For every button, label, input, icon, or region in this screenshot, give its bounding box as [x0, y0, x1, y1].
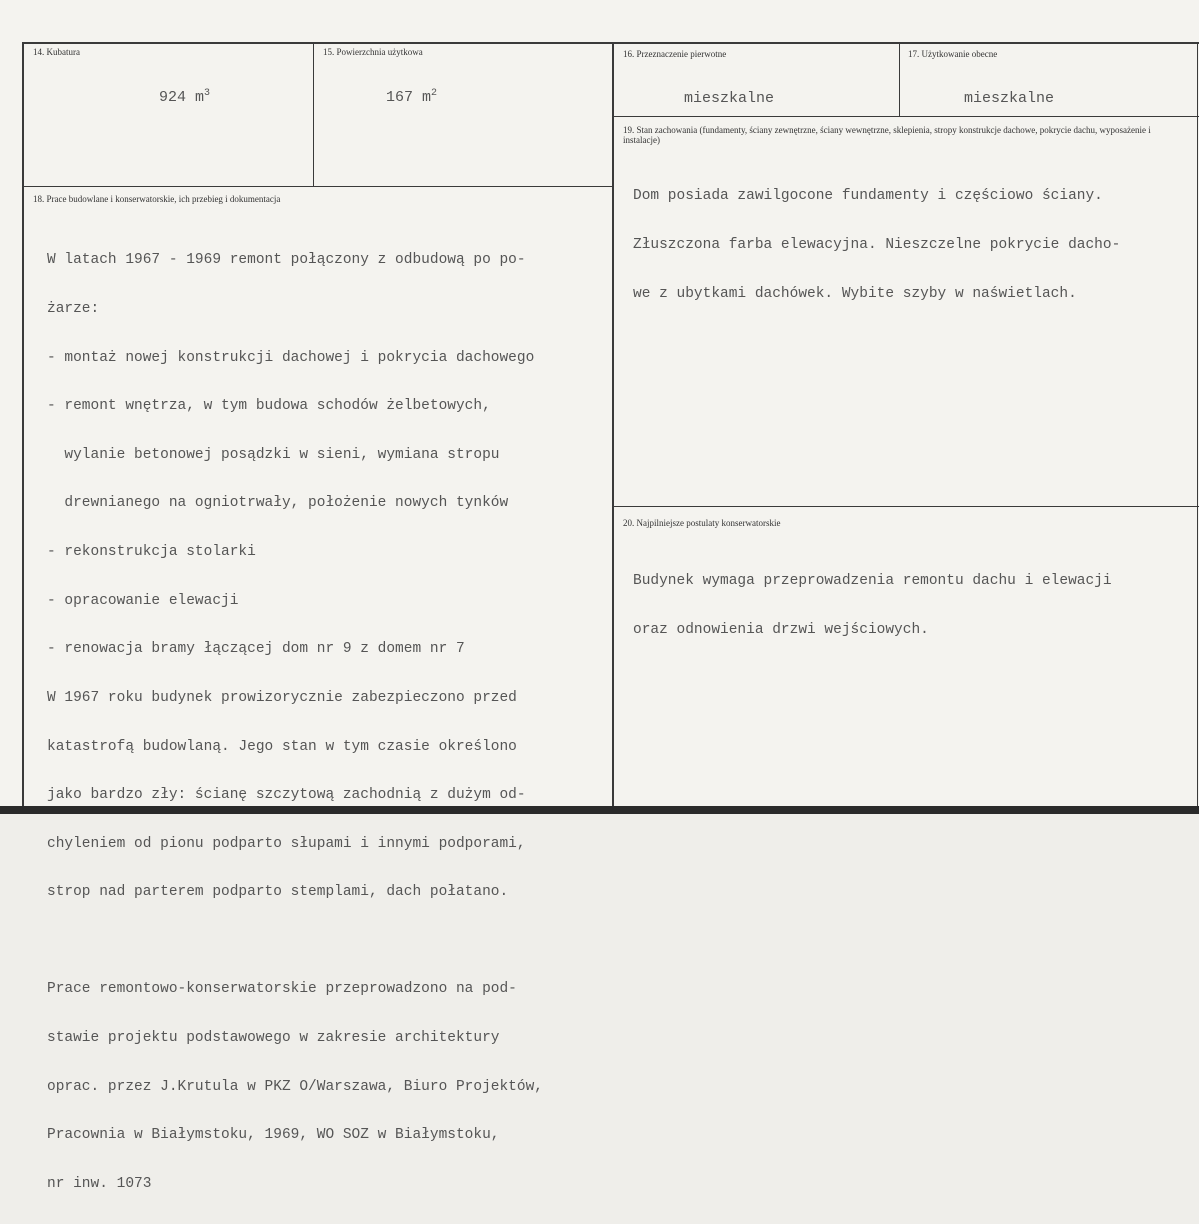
field-18-line: W latach 1967 - 1969 remont połączony z odbudową po po- — [47, 252, 526, 269]
row-divider-16-19 — [613, 116, 1199, 117]
field-14-label: 14. Kubatura — [33, 47, 80, 57]
field-19-line: Dom posiada zawilgocone fundamenty i częściowo ściany. — [633, 188, 1103, 205]
field-14-exponent: 3 — [204, 88, 211, 99]
field-18-line: katastrofą budowlaną. Jego stan w tym czasie określono — [47, 738, 517, 755]
divider-16-17 — [899, 42, 900, 116]
top-border — [22, 42, 1199, 44]
divider-14-15 — [313, 42, 314, 186]
field-18-line: Prace remontowo-konserwatorskie przeprowadzono na pod- — [47, 981, 517, 998]
field-18-text — [47, 220, 543, 1224]
field-15-value — [386, 88, 437, 106]
field-18-line: oprac. przez J.Krutula w PKZ O/Warszawa, Biuro Projektów, — [47, 1078, 543, 1095]
field-19-label: 19. Stan zachowania (fundamenty, ściany zewnętrzne, ściany wewnętrzne, sklepienia, stropy konstrukcje dachowe, pokrycie dachu, wyposażenie i instalacje) — [623, 125, 1151, 145]
field-18-line — [47, 933, 543, 949]
field-15-exponent: 2 — [431, 88, 438, 99]
field-18-line: stawie projektu podstawowego w zakresie architektury — [47, 1029, 500, 1046]
field-19-line: we z ubytkami dachówek. Wybite szyby w naświetlach. — [633, 285, 1077, 302]
field-15-label: 15. Powierzchnia użytkowa — [323, 47, 423, 57]
field-20-line: oraz odnowienia drzwi wejściowych. — [633, 622, 929, 639]
field-18-line: nr inw. 1073 — [47, 1175, 152, 1192]
field-19-line: Złuszczona farba elewacyjna. Nieszczelne pokrycie dacho- — [633, 237, 1121, 254]
left-border — [22, 42, 24, 806]
field-18-line: wylanie betonowej posądzki w sieni, wymiana stropu — [47, 446, 500, 463]
field-18-line: żarze: — [47, 301, 100, 318]
field-18-line: W 1967 roku budynek prowizorycznie zabezpieczono przed — [47, 689, 517, 706]
field-20-line: Budynek wymaga przeprowadzenia remontu dachu i elewacji — [633, 573, 1112, 590]
field-17-label: 17. Użytkowanie obecne — [908, 49, 998, 59]
field-18-line: - renowacja bramy łączącej dom nr 9 z domem nr 7 — [47, 641, 465, 658]
field-18-line: - opracowanie elewacji — [47, 592, 239, 609]
field-15-number: 167 m — [386, 89, 432, 106]
field-14-value — [159, 88, 210, 106]
field-18-line: Pracownia w Białymstoku, 1969, WO SOZ w Białymstoku, — [47, 1127, 500, 1144]
field-18-line: strop nad parterem podparto stemplami, dach połatano. — [47, 884, 509, 901]
field-18-line: - remont wnętrza, w tym budowa schodów żelbetowych, — [47, 398, 491, 415]
field-18-line: - montaż nowej konstrukcji dachowej i pokrycia dachowego — [47, 349, 535, 366]
field-17-value: mieszkalne — [964, 90, 1055, 107]
field-20-label: 20. Najpilniejsze postulaty konserwatorskie — [623, 518, 781, 528]
field-18-line: jako bardzo zły: ścianę szczytową zachodnią z dużym od- — [47, 787, 526, 804]
field-14-number: 924 m — [159, 89, 205, 106]
scan-bottom-edge — [0, 806, 1199, 814]
row-divider-left — [22, 186, 613, 187]
field-16-label: 16. Przeznaczenie pierwotne — [623, 49, 727, 59]
field-19-text — [633, 156, 1120, 334]
right-border — [1197, 42, 1198, 806]
field-18-line: chyleniem od pionu podparto słupami i innymi podporami, — [47, 835, 526, 852]
row-divider-19-20 — [613, 506, 1199, 507]
field-18-line: drewnianego na ogniotrwały, położenie nowych tynków — [47, 495, 509, 512]
field-20-text — [633, 541, 1112, 671]
field-18-line: - rekonstrukcja stolarki — [47, 544, 256, 561]
field-18-label: 18. Prace budowlane i konserwatorskie, ich przebieg i dokumentacja — [33, 194, 281, 204]
field-16-value: mieszkalne — [684, 90, 775, 107]
center-divider — [612, 42, 614, 806]
